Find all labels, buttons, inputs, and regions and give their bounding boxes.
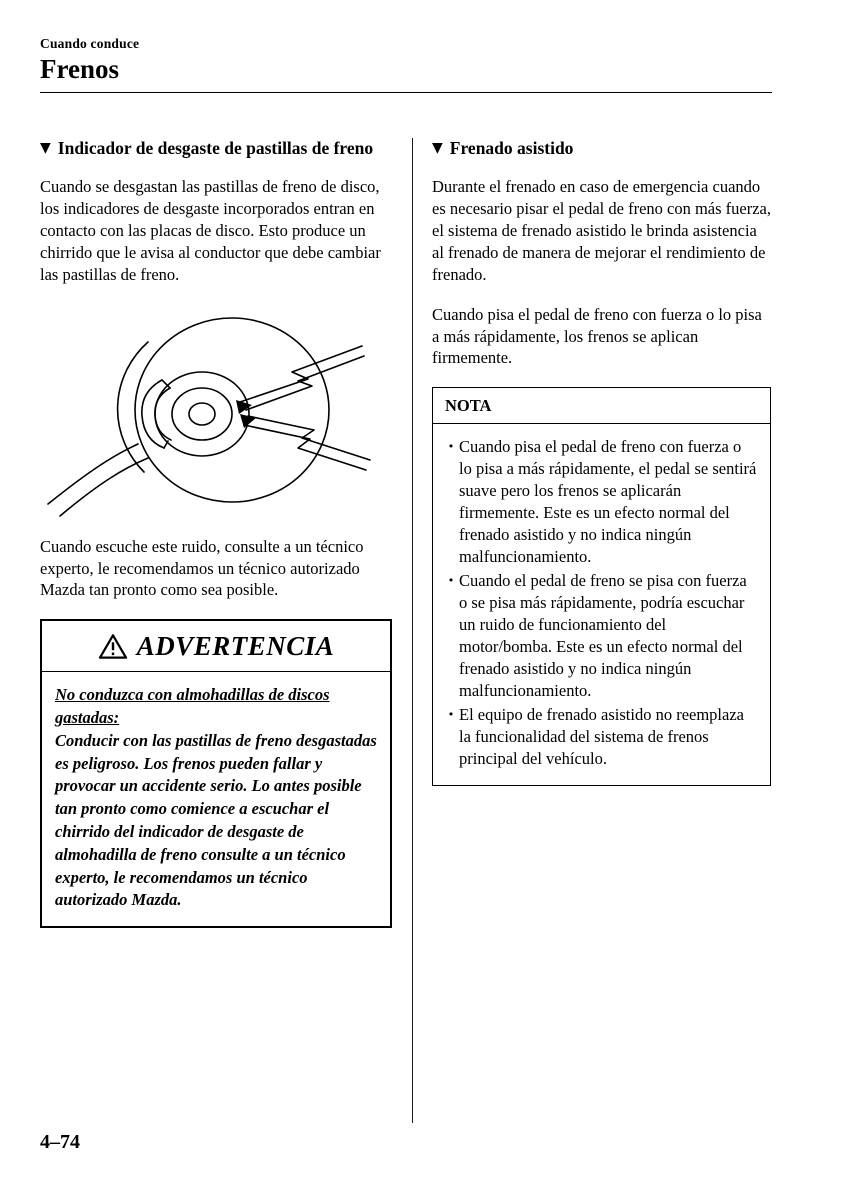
- note-title: NOTA: [445, 396, 492, 416]
- paragraph: Cuando pisa el pedal de freno con fuerza o lo pisa a más rápidamente, los frenos se aplican firmemente.: [432, 304, 762, 368]
- brake-disc-illustration: [40, 304, 388, 522]
- left-column: [40, 138, 392, 1123]
- paragraph: Durante el frenado en caso de emergencia cuando es necesario pisar el pedal de freno con más fuerza, el sistema de frenado asistido le brinda asistencia al frenado de manera de mejorar el rendimiento de frenado.: [432, 176, 771, 284]
- paragraph: Cuando se desgastan las pastillas de freno de disco, los indicadores de desgaste incorporados entran en contacto con las placas de disco. Esto produce un chirrido que le avisa al conductor que debe cambiar las pastillas de freno.: [40, 176, 381, 284]
- column-gap: [392, 138, 432, 1123]
- warning-text: Conducir con las pastillas de freno desgastadas es peligroso. Los frenos pueden fallar y provocar un accidente serio. Lo antes posible tan pronto como comience a escuchar el chirrido del indicador de desgaste de almohadilla de freno consulte a un técnico experto, le recomendamos un técnico autorizado Mazda.: [55, 730, 377, 910]
- bullet-icon: •: [447, 440, 455, 454]
- bullet-icon: •: [447, 707, 455, 721]
- page-title: Frenos: [40, 54, 119, 84]
- section-marker-icon: ▼: [432, 140, 443, 156]
- warning-title-row: [42, 621, 390, 671]
- note-list-item: [443, 436, 758, 568]
- warning-body: [42, 672, 390, 926]
- note-list-item: [443, 704, 758, 770]
- bullet-icon: •: [447, 574, 455, 587]
- section-heading-pad-wear: [40, 138, 392, 160]
- page-number: 4–74: [40, 1131, 80, 1153]
- note-item-text: El equipo de frenado asistido no reemplaza la funcionalidad del sistema de frenos principal del vehículo.: [459, 704, 744, 768]
- note-item-text: Cuando pisa el pedal de freno con fuerza o lo pisa a más rápidamente, el pedal se sentirá suave pero los frenos se aplicarán firmemente. Este es un efecto normal del frenado asistido y no indica ningún malfuncionamiento.: [459, 437, 757, 567]
- section-heading-text: Frenado asistido: [449, 138, 574, 158]
- column-divider: [412, 138, 413, 1123]
- section-heading-text: Indicador de desgaste de pastillas de freno: [57, 138, 374, 158]
- header-rule: [40, 92, 772, 93]
- warning-box: [40, 619, 392, 928]
- section-heading-brake-assist: [432, 138, 771, 160]
- warning-title: ADVERTENCIA: [136, 631, 335, 662]
- paragraph: Cuando escuche este ruido, consulte a un técnico experto, le recomendamos un técnico autorizado Mazda tan pronto como sea posible.: [40, 536, 364, 600]
- warning-subtitle: No conduzca con almohadillas de discos gastadas:: [55, 685, 330, 728]
- warning-triangle-icon: [98, 633, 128, 660]
- content-columns: [40, 138, 772, 1123]
- note-list: [433, 424, 770, 785]
- note-item-text: Cuando el pedal de freno se pisa con fuerza o se pisa más rápidamente, podría escuchar un ruido de funcionamiento del motor/bomba. Este es un efecto normal del frenado asistido y no indica ningún malfuncionamiento.: [459, 571, 747, 700]
- section-marker-icon: ▼: [40, 140, 51, 156]
- breadcrumb: Cuando conduce: [40, 36, 140, 51]
- note-box: [432, 387, 771, 786]
- page-header: [40, 36, 772, 93]
- note-list-item: [443, 570, 758, 702]
- right-column: [432, 138, 771, 1123]
